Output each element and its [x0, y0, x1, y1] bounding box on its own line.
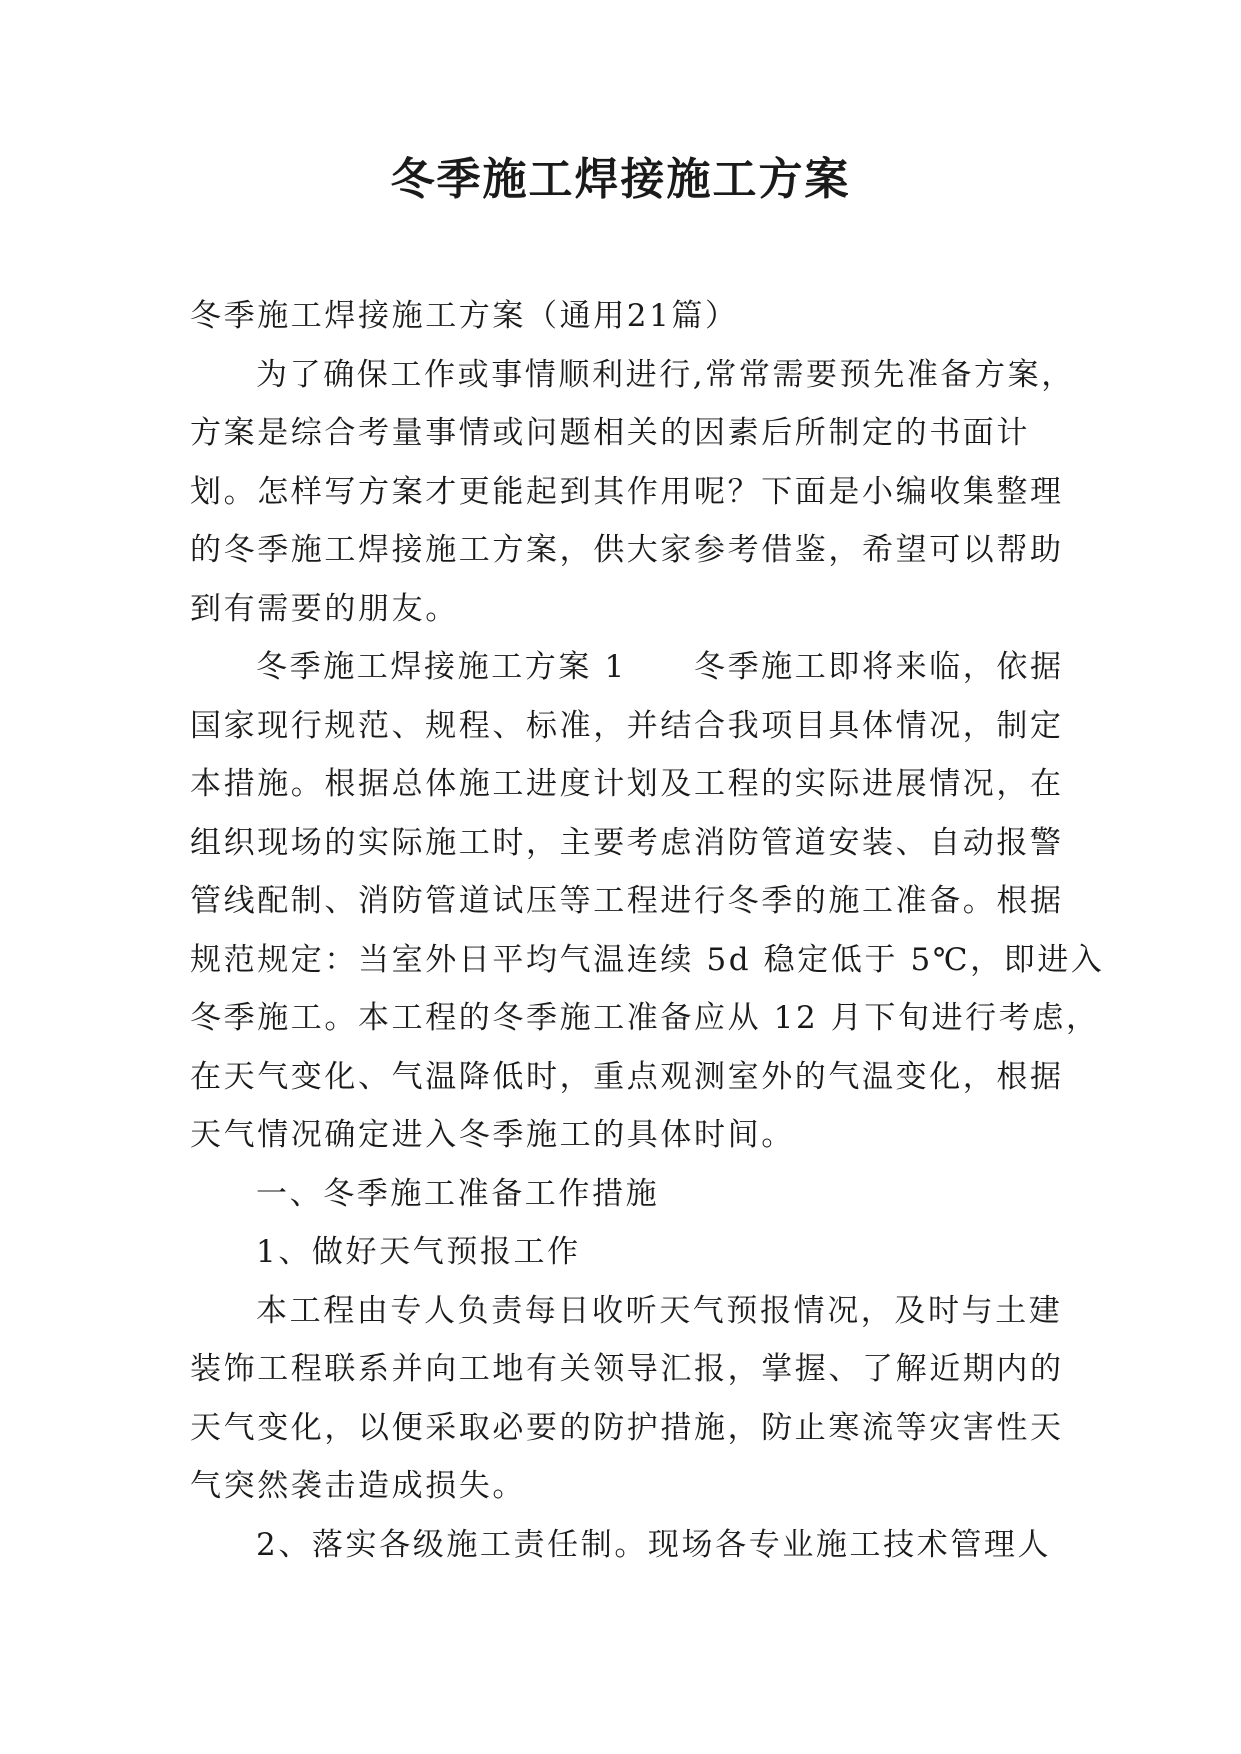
paragraph-line: 2、落实各级施工责任制。现场各专业施工技术管理人 [256, 1526, 1052, 1563]
paragraph-line: 划。怎样写方案才更能起到其作用呢？下面是小编收集整理 [190, 473, 1064, 510]
paragraph-line: 装饰工程联系并向工地有关领导汇报，掌握、了解近期内的 [190, 1351, 1064, 1387]
paragraph-line: 本工程由专人负责每日收听天气预报情况，及时与土建 [256, 1292, 1063, 1329]
page-title: 冬季施工焊接施工方案 [390, 154, 851, 205]
paragraph-line: 天气情况确定进入冬季施工的具体时间。 [190, 1117, 795, 1153]
paragraph-line: 天气变化，以便采取必要的防护措施，防止寒流等灾害性天 [190, 1409, 1064, 1446]
paragraph-line: 气突然袭击造成损失。 [190, 1468, 526, 1504]
section-heading: 一、冬季施工准备工作措施 [256, 1175, 660, 1212]
paragraph-line: 本措施。根据总体施工进度计划及工程的实际进展情况，在 [190, 766, 1064, 802]
paragraph-line: 冬季施工。本工程的冬季施工准备应从 12 月下旬进行考虑， [190, 1000, 1100, 1036]
subsection-heading: 1、做好天气预报工作 [256, 1234, 581, 1270]
paragraph-line: 国家现行规范、规程、标准，并结合我项目具体情况，制定 [190, 707, 1064, 744]
paragraph-line: 到有需要的朋友。 [190, 590, 459, 627]
paragraph-line: 组织现场的实际施工时，主要考虑消防管道安装、自动报警 [190, 824, 1064, 861]
paragraph-line: 为了确保工作或事情顺利进行,常常需要预先准备方案， [256, 356, 1075, 393]
paragraph-line: 冬季施工焊接施工方案 1 冬季施工即将来临，依据 [256, 649, 1064, 685]
subtitle-line: 冬季施工焊接施工方案（通用21篇） [190, 298, 739, 334]
paragraph-line: 在天气变化、气温降低时，重点观测室外的气温变化，根据 [190, 1058, 1064, 1095]
paragraph-line: 规范规定：当室外日平均气温连续 5d 稳定低于 5℃，即进入 [190, 941, 1105, 978]
paragraph-line: 管线配制、消防管道试压等工程进行冬季的施工准备。根据 [190, 883, 1064, 919]
paragraph-line: 方案是综合考量事情或问题相关的因素后所制定的书面计 [190, 415, 1030, 451]
document-body [190, 287, 1105, 1574]
paragraph-line: 的冬季施工焊接施工方案，供大家参考借鉴，希望可以帮助 [190, 532, 1064, 568]
